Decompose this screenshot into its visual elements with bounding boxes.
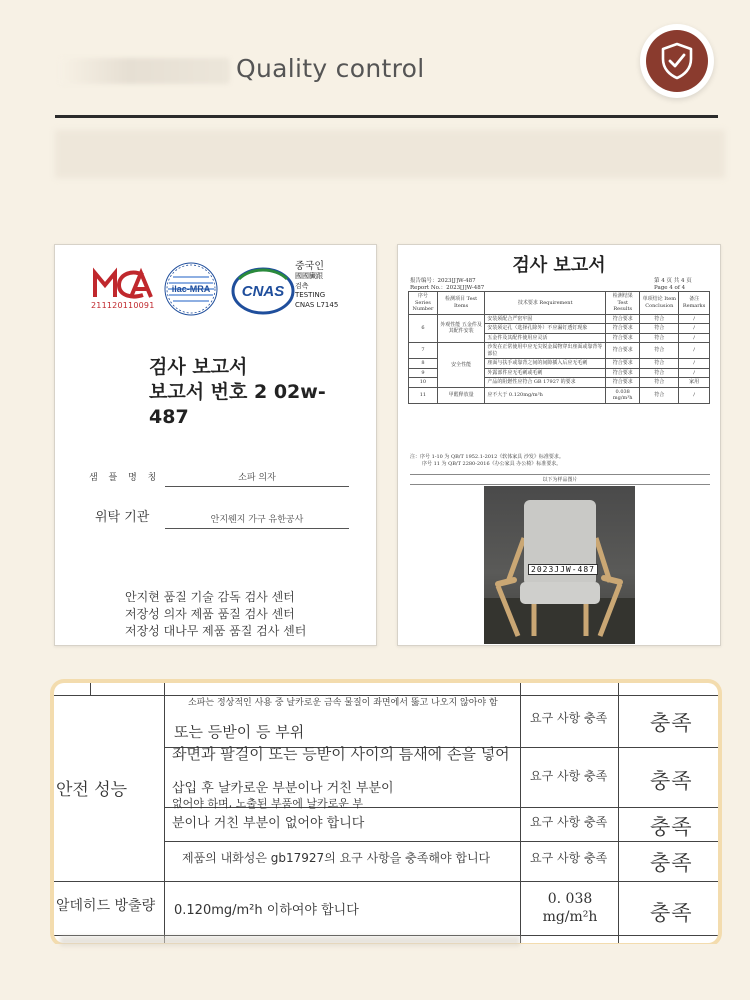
- requirement-text: 삽입 후 날카로운 부분이나 거친 부분이: [172, 781, 394, 796]
- cnas-caption: 중국인 國國臟跟 검측 TESTING CNAS L7145: [295, 261, 339, 309]
- ilac-text: ilac-MRA: [171, 284, 211, 294]
- conclusion-pass: 충족: [650, 711, 693, 735]
- blurred-band: [55, 130, 725, 178]
- column-header: 序号 Series Number: [409, 292, 438, 315]
- requirement-text: 분이나 거친 부분이 없어야 합니다: [172, 816, 365, 831]
- center-line: 저장성 의자 제품 품질 검사 센터: [125, 607, 295, 621]
- conclusion-pass: 충족: [650, 851, 693, 875]
- report-cover-card: [54, 244, 377, 646]
- column-header: 检测结果 Test Results: [605, 292, 639, 315]
- conclusion-pass: 충족: [650, 769, 693, 793]
- center-line: 저장성 대나무 제품 품질 검사 센터: [125, 624, 307, 638]
- table-row: 11 甲醛释放量 应不大于 0.120mg/m³h 0.038 mg/m³h 符合 /: [409, 387, 710, 403]
- testing-centers: [125, 589, 306, 640]
- table-row: 安装须定孔（选择孔除外）不应漏钉透钉现象 符合要求 符合 /: [409, 324, 710, 334]
- table-row: 五金件及其配件使用应灵活 符合要求 符合 /: [409, 333, 710, 343]
- sample-stamp: 2023JJW-487: [528, 564, 598, 575]
- certification-logos: [91, 261, 371, 321]
- sample-photo: [484, 486, 635, 644]
- ilac-mra-logo: [163, 261, 219, 317]
- report-page-title: 검사 보고서: [512, 255, 606, 276]
- client-value: 안지웬지 가구 유한공사: [210, 515, 304, 525]
- header: [0, 0, 750, 200]
- column-header: 单项结论 Item Conclusion: [640, 292, 679, 315]
- category-safety: 안전 성능: [56, 780, 128, 800]
- requirement-text: 0.120mg/m²h 이하여야 합니다: [174, 903, 359, 918]
- column-header: 检测项目 Test Items: [437, 292, 485, 315]
- cma-logo: [91, 267, 155, 301]
- category-formaldehyde: 알데히드 방출량: [56, 898, 156, 914]
- header-divider: [55, 115, 718, 118]
- table-header-row: [409, 292, 710, 315]
- sample-value: 소파 의자: [238, 473, 276, 483]
- page-info-meta: 第 4 页 共 4 页 Page 4 of 4: [654, 278, 692, 291]
- cnas-logo: [231, 265, 295, 317]
- table-notes: 注：序号 1-10 为 QB/T 1952.1-2012《软体家具 沙发》标准要求。 序号 11 为 QB/T 2280-2016《办公家具 办公椅》标准要求。: [410, 454, 564, 467]
- table-row: 9 外露部件应无毛刺或毛刺 符合要求 符合 /: [409, 368, 710, 378]
- report-number: 보고서 번호 2 02w-487: [149, 381, 326, 428]
- photo-caption: 以下为样品图片: [410, 474, 710, 485]
- blurred-footer-text: [60, 936, 520, 946]
- client-label: 위탁 기관: [95, 510, 150, 525]
- requirement-text: 또는 등받이 등 부위: [174, 723, 305, 741]
- translated-results-table: [54, 683, 718, 943]
- requirement-text: 소파는 정상적인 사용 중 날카로운 금속 물질이 좌면에서 뚫고 나오지 않아야 함: [188, 698, 498, 708]
- table-row: 10 产品的阻燃性应符合 GB 17927 的要求 符合要求 符合 家用: [409, 378, 710, 388]
- conclusion-pass: 충족: [650, 815, 693, 839]
- report-title: 검사 보고서: [149, 356, 248, 378]
- column-header: 备注 Remarks: [679, 292, 710, 315]
- cma-number: 211120110091: [91, 301, 155, 310]
- inspection-table: [408, 291, 710, 404]
- result-meets: 요구 사항 충족: [530, 769, 608, 783]
- report-page-card: [397, 244, 721, 646]
- result-meets: 요구 사항 충족: [530, 815, 608, 829]
- quality-badge: [640, 24, 714, 98]
- client-field: [89, 507, 349, 529]
- page-bottom: [0, 944, 750, 1000]
- requirement-text: 없어야 하며, 노출된 부품에 날카로운 부: [172, 797, 363, 810]
- measured-unit: mg/m²h: [542, 909, 598, 925]
- requirement-text: 제품의 내화성은 gb17927의 요구 사항을 충족해야 합니다: [182, 851, 491, 865]
- sample-label: 샘 플 명 칭: [89, 473, 161, 483]
- table-row: 7 安全性能 沙发在正常使用中应无尖锐金属物穿出座面或靠背等部位 符合要求 符合 /: [409, 343, 710, 359]
- shield-check-icon: [660, 42, 694, 80]
- table-row: 8 座面与扶手或靠背之间的间隙插入后应无毛刺 符合要求 符合 /: [409, 359, 710, 369]
- report-no-meta: 报告编号：2023[J]W-487 Report No.：2023[J]W-487: [410, 278, 485, 291]
- requirement-text: 좌면과 팔걸이 또는 등받이 사이의 틈새에 손을 넣어: [172, 745, 510, 763]
- result-meets: 요구 사항 충족: [530, 851, 608, 865]
- cnas-text: CNAS: [241, 283, 285, 300]
- page-title: Quality control: [236, 54, 425, 83]
- blurred-title-prefix: [60, 58, 230, 84]
- result-meets: 요구 사항 충족: [530, 711, 608, 725]
- table-row: 6 外观性能 五金件及其配件安装 安装须配合严密牢固 符合要求 符合 /: [409, 314, 710, 324]
- measured-value: 0. 038: [547, 891, 593, 907]
- sample-name-field: [89, 465, 349, 487]
- conclusion-pass: 충족: [650, 901, 693, 925]
- column-header: 技术要求 Requirement: [485, 292, 606, 315]
- center-line: 안지현 품질 기술 감독 검사 센터: [125, 590, 295, 604]
